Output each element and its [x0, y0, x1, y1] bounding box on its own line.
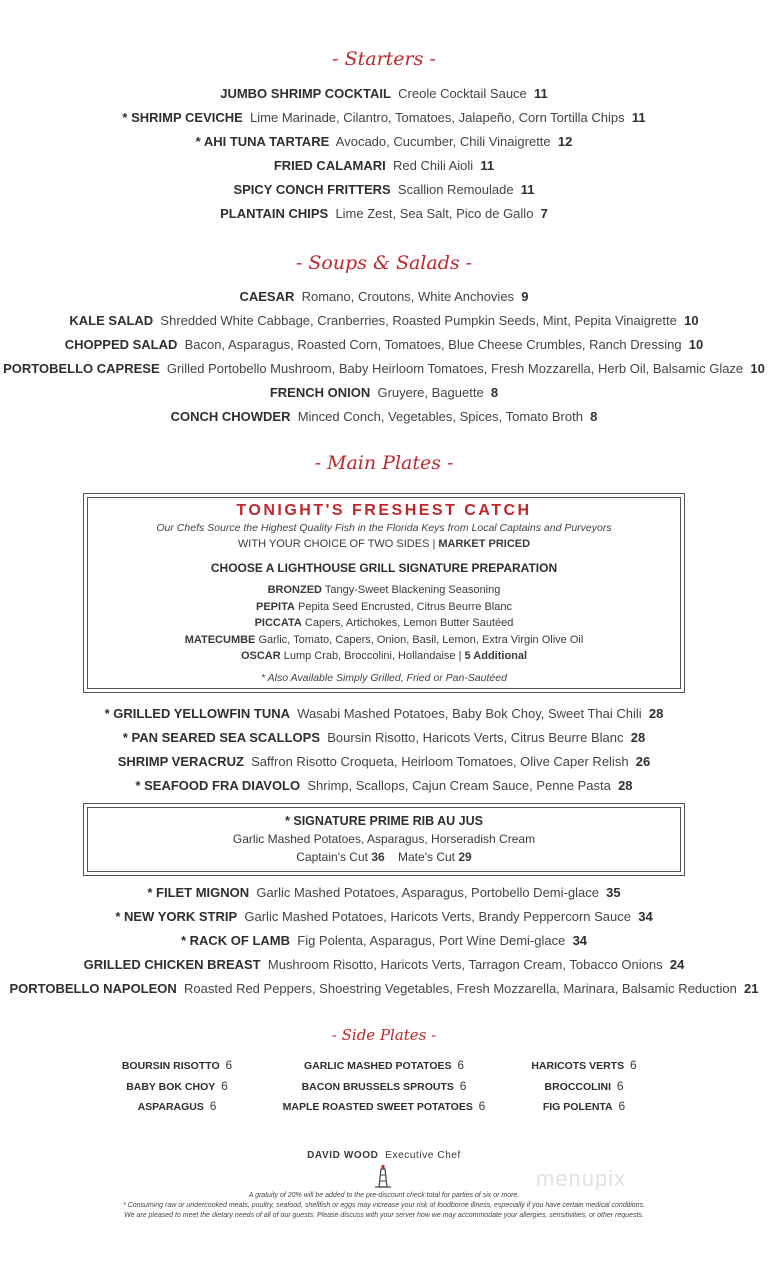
- mates-cut-price: 29: [458, 850, 472, 864]
- sides-heading: - Side Plates -: [331, 1026, 437, 1044]
- item-description: Lime Zest, Sea Salt, Pico de Gallo: [335, 206, 534, 221]
- item-price: 10: [684, 313, 699, 328]
- prep-heading: CHOOSE A LIGHTHOUSE GRILL SIGNATURE PREPARATION: [210, 561, 558, 575]
- side-name: BOURSIN RISOTTO: [121, 1060, 220, 1072]
- preparation-item: [0, 601, 768, 613]
- menu-item: [0, 337, 768, 352]
- item-name: * PAN SEARED SEA SCALLOPS: [122, 730, 321, 745]
- side-name: MAPLE ROASTED SWEET POTATOES: [282, 1101, 473, 1113]
- menu-item: [0, 957, 768, 972]
- item-price: 11: [631, 110, 646, 125]
- side-name: GARLIC MASHED POTATOES: [303, 1060, 452, 1072]
- menu-item: [0, 981, 768, 996]
- preparation-name: PEPITA: [256, 600, 295, 613]
- item-description: Grilled Portobello Mushroom, Baby Heirloom Tomatoes, Fresh Mozzarella, Herb Oil, Balsamic Glaze: [166, 361, 744, 376]
- item-description: Red Chili Aioli: [392, 158, 474, 173]
- menu-item: [0, 361, 768, 376]
- menu-item: [0, 385, 768, 400]
- mates-cut: Mate's Cut: [398, 850, 455, 864]
- item-price: 11: [520, 182, 535, 197]
- preparation-item: [0, 617, 768, 629]
- dietary-note: We are pleased to meet the dietary needs of all of our guests. Please discuss with your server how we may accommodate your allergies, sensitivities, or other requests.: [124, 1212, 644, 1219]
- prime-rib-title: * SIGNATURE PRIME RIB AU JUS: [285, 814, 483, 828]
- item-price: 8: [490, 385, 499, 400]
- item-name: PORTOBELLO NAPOLEON: [9, 981, 177, 996]
- side-price: 6: [629, 1058, 637, 1072]
- item-price: 28: [648, 706, 664, 721]
- item-description: Roasted Red Peppers, Shoestring Vegetables, Fresh Mozzarella, Marinara, Balsamic Reduction: [184, 981, 737, 996]
- item-description: Creole Cocktail Sauce: [398, 86, 527, 101]
- menu-item: [0, 778, 768, 793]
- preparation-item: [0, 650, 768, 662]
- catch-sides-note: [0, 538, 768, 550]
- item-name: * SHRIMP CEVICHE: [122, 110, 243, 125]
- item-description: Scallion Remoulade: [397, 182, 514, 197]
- side-price: 6: [616, 1078, 624, 1093]
- lighthouse-logo-icon: [373, 1163, 393, 1189]
- captains-cut-price: 36: [371, 850, 385, 864]
- menu-item: [0, 158, 768, 173]
- item-name: * GRILLED YELLOWFIN TUNA: [104, 706, 290, 721]
- item-price: 10: [750, 361, 765, 376]
- watermark: menupix: [536, 1166, 627, 1191]
- preparation-name: BRONZED: [267, 584, 322, 596]
- preparation-desc: Tangy-Sweet Blackening Seasoning: [324, 584, 501, 596]
- item-description: Wasabi Mashed Potatoes, Baby Bok Choy, Sweet Thai Chili: [297, 706, 642, 721]
- item-name: FRENCH ONION: [269, 385, 371, 400]
- soups-heading: - Soups & Salads -: [295, 252, 473, 274]
- chef-credit: [0, 1150, 768, 1161]
- item-description: Lime Marinade, Cilantro, Tomatoes, Jalapeño, Corn Tortilla Chips: [250, 110, 625, 125]
- preparation-desc: Pepita Seed Encrusted, Citrus Beurre Blanc: [297, 600, 512, 613]
- chef-name: DAVID WOOD: [307, 1150, 379, 1161]
- side-name: HARICOTS VERTS: [531, 1060, 625, 1072]
- menu-item: [0, 86, 768, 101]
- preparation-name: MATECUMBE: [184, 633, 256, 646]
- preparation-item: [0, 584, 768, 596]
- item-price: 8: [590, 409, 598, 424]
- item-description: Shrimp, Scallops, Cajun Cream Sauce, Penne Pasta: [307, 778, 611, 793]
- side-name: ASPARAGUS: [137, 1101, 204, 1113]
- item-name: CONCH CHOWDER: [170, 409, 291, 424]
- side-item: [57, 1058, 297, 1072]
- menu-item: [0, 885, 768, 900]
- menu-item: [0, 182, 768, 197]
- side-price: 6: [478, 1099, 486, 1113]
- item-description: Saffron Risotto Croqueta, Heirloom Tomatoes, Olive Caper Relish: [251, 754, 629, 769]
- menu-item: [0, 754, 768, 769]
- item-name: CAESAR: [239, 289, 295, 304]
- preparation-item: [0, 634, 768, 646]
- item-name: SPICY CONCH FRITTERS: [233, 182, 391, 197]
- catch-note: * Also Available Simply Grilled, Fried or Pan-Sautéed: [261, 672, 507, 684]
- side-item: [464, 1099, 704, 1113]
- item-name: PLANTAIN CHIPS: [220, 206, 329, 221]
- preparation-desc: Capers, Artichokes, Lemon Butter Sautéed: [304, 617, 514, 629]
- item-name: SHRIMP VERACRUZ: [117, 754, 244, 769]
- item-name: JUMBO SHRIMP COCKTAIL: [220, 86, 391, 101]
- prime-rib-desc: Garlic Mashed Potatoes, Asparagus, Horseradish Cream: [232, 832, 536, 846]
- item-name: KALE SALAD: [69, 313, 154, 328]
- main-heading: - Main Plates -: [314, 452, 454, 474]
- item-price: 12: [557, 134, 573, 149]
- preparation-name: OSCAR: [240, 650, 281, 662]
- menu-item: [0, 313, 768, 328]
- sides-note-text: WITH YOUR CHOICE OF TWO SIDES |: [237, 538, 436, 550]
- side-item: [57, 1079, 297, 1093]
- side-price: 6: [457, 1058, 465, 1072]
- starters-heading: - Starters -: [332, 48, 436, 70]
- item-description: Fig Polenta, Asparagus, Port Wine Demi-glace: [297, 933, 566, 948]
- preparation-desc: Lump Crab, Broccolini, Hollandaise |: [283, 650, 462, 662]
- item-description: Avocado, Cucumber, Chili Vinaigrette: [335, 134, 551, 149]
- item-price: 34: [638, 909, 653, 924]
- menu-item: [0, 110, 768, 125]
- preparation-desc: Garlic, Tomato, Capers, Onion, Basil, Lemon, Extra Virgin Olive Oil: [258, 633, 584, 646]
- item-name: PORTOBELLO CAPRESE: [3, 361, 160, 376]
- side-name: FIG POLENTA: [542, 1101, 613, 1113]
- menu-item: [0, 933, 768, 948]
- menu-item: [0, 706, 768, 721]
- side-price: 6: [225, 1058, 233, 1072]
- side-name: BACON BRUSSELS SPROUTS: [301, 1080, 454, 1093]
- item-description: Minced Conch, Vegetables, Spices, Tomato Broth: [297, 409, 583, 424]
- item-price: 10: [688, 337, 704, 352]
- item-price: 7: [540, 206, 548, 221]
- item-price: 35: [606, 885, 621, 900]
- item-name: CHOPPED SALAD: [64, 337, 178, 352]
- item-price: 21: [744, 981, 759, 996]
- item-price: 24: [669, 957, 685, 972]
- item-name: GRILLED CHICKEN BREAST: [83, 957, 261, 972]
- item-name: FRIED CALAMARI: [273, 158, 386, 173]
- item-description: Shredded White Cabbage, Cranberries, Roasted Pumpkin Seeds, Mint, Pepita Vinaigrette: [160, 313, 677, 328]
- item-price: 11: [534, 86, 548, 101]
- item-name: * AHI TUNA TARTARE: [195, 134, 330, 149]
- side-price: 6: [209, 1099, 217, 1113]
- item-name: * RACK OF LAMB: [180, 933, 291, 948]
- menu-item: [0, 289, 768, 304]
- market-priced: MARKET PRICED: [438, 538, 531, 550]
- menu-item: [0, 730, 768, 745]
- item-price: 28: [618, 778, 633, 793]
- item-description: Boursin Risotto, Haricots Verts, Citrus Beurre Blanc: [327, 730, 624, 745]
- chef-title: Executive Chef: [385, 1150, 461, 1161]
- item-name: * FILET MIGNON: [147, 885, 250, 900]
- menu-item: [0, 409, 768, 424]
- item-description: Bacon, Asparagus, Roasted Corn, Tomatoes, Blue Cheese Crumbles, Ranch Dressing: [184, 337, 682, 352]
- preparation-name: PICCATA: [254, 617, 302, 629]
- item-price: 28: [630, 730, 646, 745]
- item-price: 11: [480, 158, 495, 173]
- menu-item: [0, 206, 768, 221]
- consumer-advisory: * Consuming raw or undercooked meats, poultry, seafood, shellfish or eggs may increase your risk of foodborne illness, especially if you have certain medical conditions.: [122, 1202, 646, 1209]
- side-item: [464, 1079, 704, 1093]
- menu-item: [0, 134, 768, 149]
- side-item: [57, 1099, 297, 1113]
- side-price: 6: [459, 1078, 467, 1093]
- item-price: 26: [635, 754, 651, 769]
- prime-rib-cuts: [0, 850, 768, 864]
- catch-title: TONIGHT'S FRESHEST CATCH: [236, 502, 532, 519]
- item-description: Mushroom Risotto, Haricots Verts, Tarragon Cream, Tobacco Onions: [267, 957, 663, 972]
- side-name: BABY BOK CHOY: [126, 1080, 216, 1093]
- item-description: Garlic Mashed Potatoes, Asparagus, Portobello Demi-glace: [256, 885, 599, 900]
- menu-item: [0, 909, 768, 924]
- catch-subtitle: Our Chefs Source the Highest Quality Fish in the Florida Keys from Local Captains and Purveyors: [156, 522, 612, 534]
- item-price: 9: [521, 289, 529, 304]
- item-description: Garlic Mashed Potatoes, Haricots Verts, Brandy Peppercorn Sauce: [244, 909, 631, 924]
- gratuity-note: A gratuity of 20% will be added to the pre-discount check total for parties of six or more.: [248, 1192, 520, 1199]
- captains-cut: Captain's Cut: [296, 850, 368, 864]
- item-price: 34: [572, 933, 588, 948]
- side-item: [464, 1058, 704, 1072]
- side-price: 6: [221, 1078, 228, 1093]
- item-description: Gruyere, Baguette: [377, 385, 484, 400]
- item-description: Romano, Croutons, White Anchovies: [301, 289, 515, 304]
- preparation-extra: 5 Additional: [464, 650, 528, 662]
- item-name: * SEAFOOD FRA DIAVOLO: [135, 778, 301, 793]
- side-name: BROCCOLINI: [544, 1080, 611, 1093]
- side-price: 6: [618, 1099, 626, 1113]
- item-name: * NEW YORK STRIP: [115, 909, 238, 924]
